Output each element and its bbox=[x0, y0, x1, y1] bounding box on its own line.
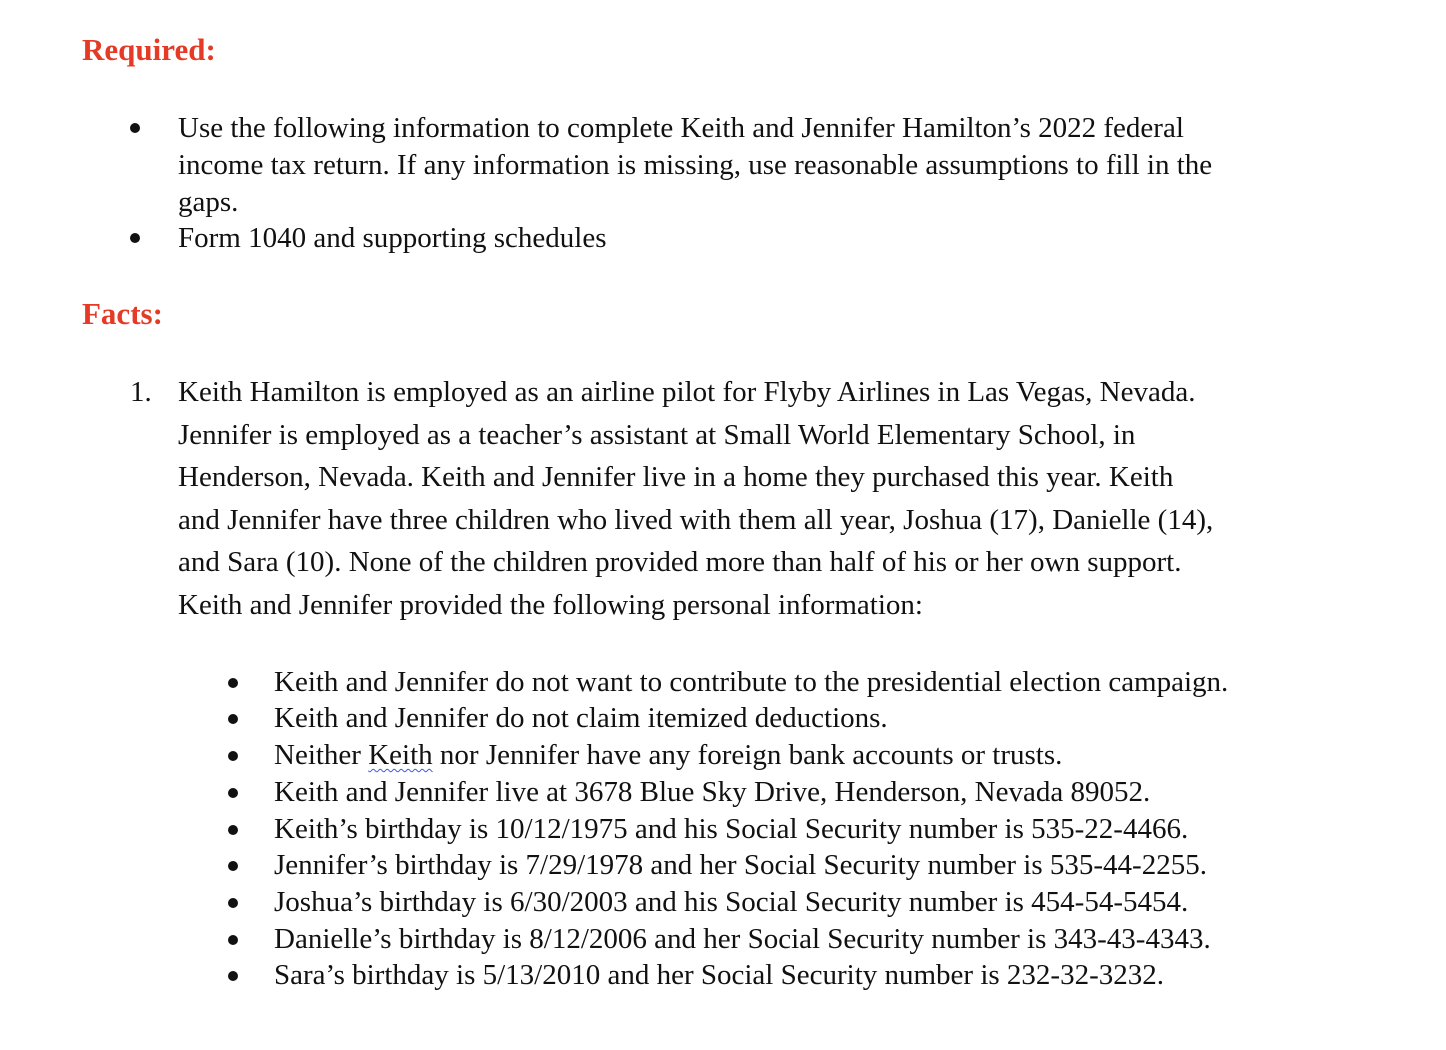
spellcheck-flagged-word[interactable]: Keith bbox=[368, 739, 433, 771]
text-line: and Jennifer have three children who lived with them all year, Joshua (17), Danielle (14), bbox=[178, 503, 1214, 536]
personal-info-text: Keith and Jennifer do not want to contribute to the presidential election campaign. bbox=[274, 666, 1229, 698]
personal-info-text: Jennifer’s birthday is 7/29/1978 and her Social Security number is 535-44-2255. bbox=[274, 849, 1207, 881]
bullet-icon bbox=[228, 788, 238, 798]
bullet-icon bbox=[228, 935, 238, 945]
bullet-icon bbox=[228, 714, 238, 724]
bullet-icon bbox=[228, 971, 238, 981]
required-bullet-1-text bbox=[178, 110, 1368, 221]
text-line: Jennifer is employed as a teacher’s assistant at Small World Elementary School, in bbox=[178, 418, 1136, 451]
bullet-icon bbox=[130, 123, 140, 133]
text-line: Keith Hamilton is employed as an airline pilot for Flyby Airlines in Las Vegas, Nevada. bbox=[178, 376, 1196, 408]
fact-paragraph bbox=[178, 371, 1213, 626]
text-line: Henderson, Nevada. Keith and Jennifer live in a home they purchased this year. Keith bbox=[178, 461, 1174, 493]
personal-info-text: Joshua’s birthday is 6/30/2003 and his Social Security number is 454-54-5454. bbox=[274, 886, 1189, 918]
text-line: gaps. bbox=[178, 186, 239, 218]
bullet-icon bbox=[228, 825, 238, 835]
fact-number: 1. bbox=[130, 376, 152, 408]
bullet-icon bbox=[228, 898, 238, 908]
text-segment: Neither bbox=[274, 739, 369, 771]
text-line: income tax return. If any information is missing, use reasonable assumptions to fill in the bbox=[178, 149, 1213, 181]
facts-heading: Facts: bbox=[82, 296, 163, 331]
bullet-icon bbox=[228, 678, 238, 688]
personal-info-text: Keith’s birthday is 10/12/1975 and his Social Security number is 535-22-4466. bbox=[274, 813, 1189, 845]
text-line: Keith and Jennifer provided the following personal information: bbox=[178, 588, 923, 621]
personal-info-text: Keith and Jennifer do not claim itemized deductions. bbox=[274, 702, 888, 734]
bullet-icon bbox=[228, 751, 238, 761]
personal-info-text: Sara’s birthday is 5/13/2010 and her Social Security number is 232-32-3232. bbox=[274, 959, 1164, 991]
bullet-icon bbox=[228, 861, 238, 871]
personal-info-text: Keith and Jennifer live at 3678 Blue Sky Drive, Henderson, Nevada 89052. bbox=[274, 776, 1151, 808]
required-heading: Required: bbox=[82, 32, 216, 67]
required-bullet-2-text: Form 1040 and supporting schedules bbox=[178, 222, 607, 254]
bullet-icon bbox=[130, 233, 140, 243]
personal-info-text: Danielle’s birthday is 8/12/2006 and her Social Security number is 343-43-4343. bbox=[274, 923, 1211, 955]
text-segment: nor Jennifer have any foreign bank accounts or trusts. bbox=[432, 739, 1063, 771]
text-line: and Sara (10). None of the children provided more than half of his or her own support. bbox=[178, 546, 1182, 578]
personal-info-text bbox=[274, 737, 1062, 774]
text-line: Use the following information to complete Keith and Jennifer Hamilton’s 2022 federal bbox=[178, 112, 1184, 144]
